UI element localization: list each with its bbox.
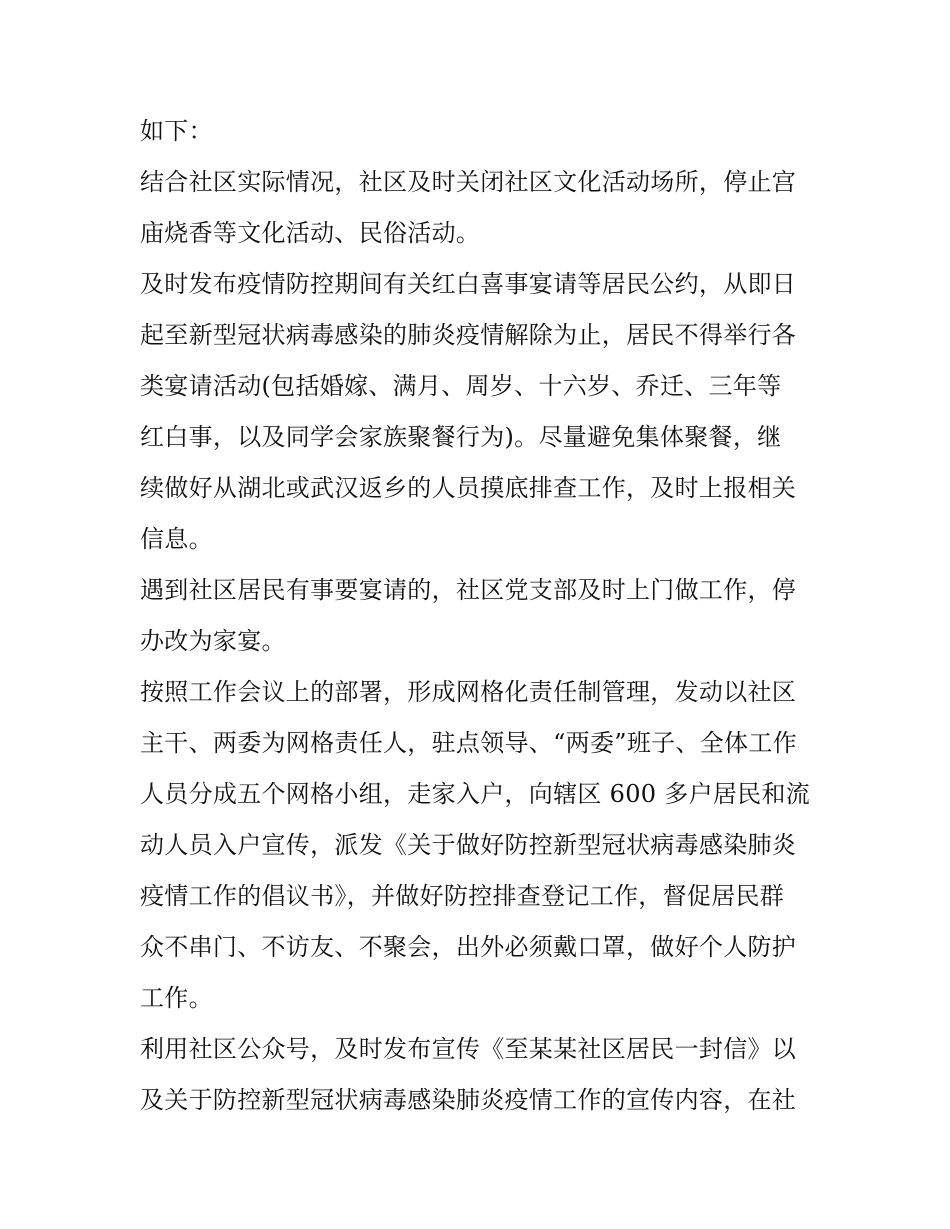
text-line: 众不串门、不访友、不聚会，出外必须戴口罩，做好个人防护	[140, 933, 797, 961]
text-line: 办改为家宴。	[140, 627, 286, 655]
text-line: 续做好从湖北或武汉返乡的人员摸底排查工作，及时上报相关	[140, 474, 797, 502]
text-line: 红白事，以及同学会家族聚餐行为)。尽量避免集体聚餐，继	[140, 423, 782, 451]
text-line: 人员分成五个网格小组，走家入户，向辖区 600 多户居民和流	[140, 780, 811, 808]
text-line: 信息。	[140, 525, 213, 553]
document-body	[140, 106, 820, 1126]
text-line: 如下：	[140, 117, 213, 145]
paragraph-close-venues	[140, 157, 820, 259]
paragraph-public-account	[140, 1024, 820, 1126]
text-line: 遇到社区居民有事要宴请的，社区党支部及时上门做工作，停	[140, 576, 797, 604]
text-line: 起至新型冠状病毒感染的肺炎疫情解除为止，居民不得举行各	[140, 321, 797, 349]
text-line: 利用社区公众号，及时发布宣传《至某某社区居民一封信》以	[140, 1035, 797, 1063]
text-line: 按照工作会议上的部署，形成网格化责任制管理，发动以社区	[140, 678, 797, 706]
text-line: 结合社区实际情况，社区及时关闭社区文化活动场所，停止宫	[140, 168, 797, 196]
text-line: 动人员入户宣传，派发《关于做好防控新型冠状病毒感染肺炎	[140, 831, 797, 859]
text-line: 类宴请活动(包括婚嫁、满月、周岁、十六岁、乔迁、三年等	[140, 372, 782, 400]
paragraph-home-banquet	[140, 565, 820, 667]
text-line: 庙烧香等文化活动、民俗活动。	[140, 219, 481, 247]
text-line: 及关于防控新型冠状病毒感染肺炎疫情工作的宣传内容，在社	[140, 1086, 797, 1114]
paragraph-grid-management	[140, 667, 820, 1024]
paragraph-banquet-convention	[140, 259, 820, 565]
text-line: 及时发布疫情防控期间有关红白喜事宴请等居民公约，从即日	[140, 270, 797, 298]
paragraph-intro	[140, 106, 820, 157]
text-line: 主干、两委为网格责任人，驻点领导、“两委”班子、全体工作	[140, 729, 797, 757]
text-line: 疫情工作的倡议书》，并做好防控排查登记工作，督促居民群	[140, 882, 785, 910]
text-line: 工作。	[140, 984, 213, 1012]
